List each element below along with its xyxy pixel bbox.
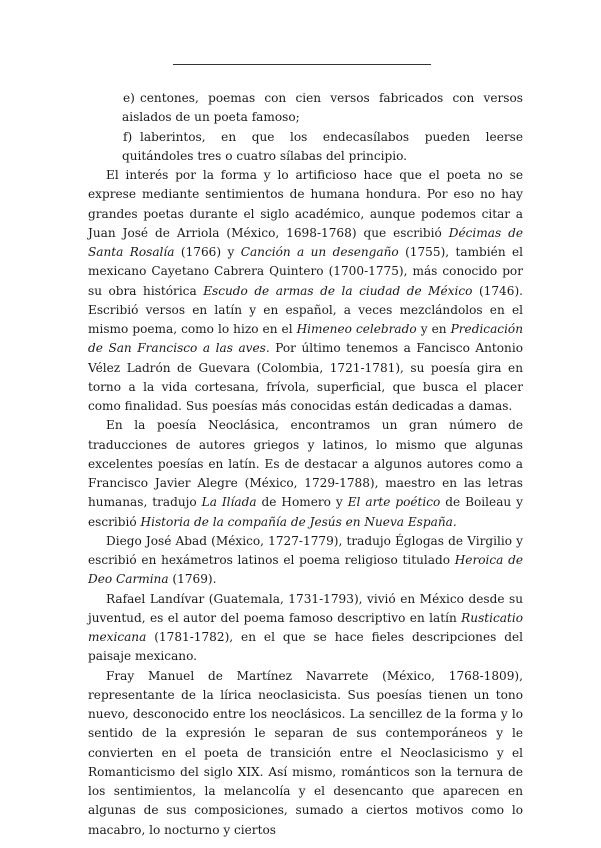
- text-run: Diego José Abad (México, 1727-1779), tradujo Églogas de Virgilio y escribió en hexámetros latinos el poema religioso titulado: [88, 533, 523, 567]
- body-text: [88, 89, 523, 840]
- text-run: En la poesía Neoclásica, encontramos un gran número de traducciones de autores griegos y latinos, lo mismo que algunas excelentes poesías en latín. Es de destacar a algunos autores como a Francisco Javier Alegre (México, 1729-1788), maestro en las letras humanas, tradujo: [88, 418, 523, 510]
- paragraph-academic-poetry: [88, 166, 523, 416]
- list-item-text: laberintos, en que los endecasílabos pueden leerse quitándoles tres o cuatro sílabas del principio.: [122, 129, 523, 163]
- work-title: Historia de la compañía de Jesús en Nueva España.: [140, 514, 457, 529]
- text-run: Por último tenemos a Fancisco Antonio Vélez Ladrón de Guevara (Colombia, 1721-1781), su poesía gira en torno a la vida cortesana, frívola, superficial, que busca el placer como finalidad. Sus poesías más conocidas están dedicadas a damas.: [88, 341, 523, 413]
- text-run: Fray Manuel de Martínez Navarrete (México, 1768-1809), representante de la lírica neoclasicista. Sus poesías tienen un tono nuevo, desconocido entre los neoclásicos. La sencillez de la forma y lo sentido de la expresión le separan de sus contemporáneos y le convierten en el poeta de transición entre el Neoclasicismo y el Romanticismo del siglo XIX. Así mismo, románticos son la ternura de los sentimientos, la melancolía y el desencanto que aparecen en algunas de sus composiciones, sumado a ciertos motivos como lo macabro, lo nocturno y ciertos: [88, 668, 523, 837]
- text-run: (1781-1782), en el que se hace fieles descripciones del paisaje mexicano.: [88, 630, 523, 664]
- paragraph-abad: [88, 532, 523, 590]
- text-run: (1746). Escribió versos en latín y en español, a veces mezclándolos en el mismo poema, como lo hizo en el: [88, 283, 524, 336]
- work-title: Predicación de San Francisco a las aves.: [88, 322, 524, 356]
- list-marker: f): [123, 129, 133, 144]
- list-item-e: [88, 89, 523, 128]
- work-title: Himeneo celebrado: [296, 322, 417, 336]
- work-title: Heroica de Deo Carmina: [88, 553, 523, 587]
- text-run: (1769).: [168, 572, 217, 587]
- text-run: El interés por la forma y lo artificioso hace que el poeta no se exprese mediante sentimientos de humana hondura. Por eso no hay grandes poetas durante el siglo académico, aunque podemos citar a Juan José de Arriola (México, 1698-1768) que escribió: [88, 168, 523, 240]
- text-run: Rafael Landívar (Guatemala, 1731-1793), vivió en México desde su juventud, es el autor del poema famoso descriptivo en latín: [88, 591, 523, 625]
- paragraph-landivar: [88, 590, 523, 667]
- paragraph-navarrete: [88, 667, 523, 840]
- paragraph-neoclassical: [88, 416, 523, 532]
- work-title: Décimas de Santa Rosalía: [88, 225, 523, 259]
- list-item-text: centones, poemas con cien versos fabricados con versos aislados de un poeta famoso;: [122, 91, 523, 125]
- work-title: El arte poético: [347, 495, 441, 510]
- text-run: de Homero y: [256, 495, 348, 510]
- list-item-f: [88, 128, 523, 167]
- text-run: (1755), también el mexicano Cayetano Cabrera Quintero (1700-1775), más conocido por su obra histórica: [88, 245, 524, 298]
- text-run: (1766) y: [174, 245, 241, 259]
- work-title: Canción a un desengaño: [240, 245, 399, 259]
- work-title: Rusticatio mexicana: [88, 610, 523, 644]
- header-rule: [173, 64, 431, 65]
- text-run: y en: [416, 322, 451, 336]
- work-title: Escudo de armas de la ciudad de México: [203, 283, 473, 298]
- text-run: de Boileau y escribió: [88, 495, 523, 529]
- list-marker: e): [123, 91, 135, 105]
- work-title: La Ilíada: [201, 495, 257, 510]
